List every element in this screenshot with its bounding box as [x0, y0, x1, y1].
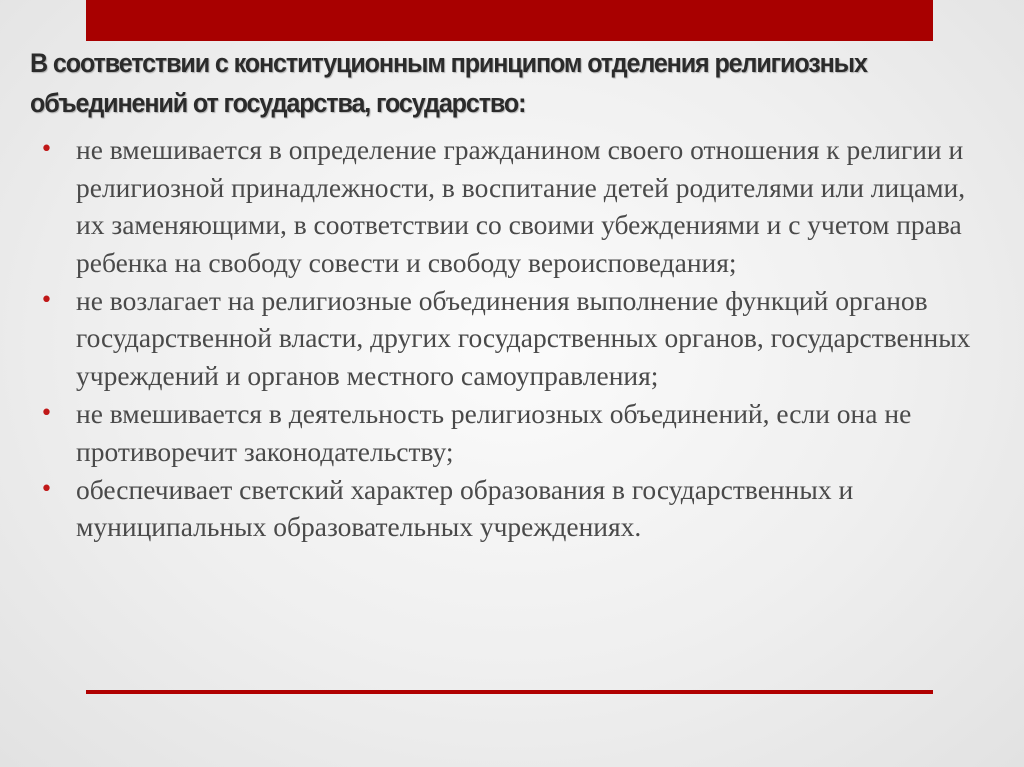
top-accent-bar: [86, 0, 933, 41]
bullet-text: не вмешивается в деятельность религиозных объединений, если она не противоречит законодательству;: [76, 398, 912, 467]
bottom-divider: [86, 690, 933, 694]
bullet-icon: •: [40, 476, 53, 502]
slide-title: В соответствии с конституционным принципом отделения религиозных объединений от государства, государство:: [30, 48, 867, 118]
list-item: [40, 395, 990, 470]
bullet-icon: •: [40, 137, 53, 162]
list-item: [40, 471, 990, 546]
bullet-list: [40, 131, 990, 546]
bullet-icon: •: [40, 287, 53, 313]
list-item: [40, 282, 990, 395]
bullet-text: не возлагает на религиозные объединения выполнение функций органов государственной власти, других государственных органов, государственных учреждений и органов местного самоуправления;: [76, 284, 971, 392]
bullet-text: не вмешивается в определение гражданином своего отношения к религии и религиозной принадлежности, в воспитание детей родителями или лицами, их заменяющими, в соответствии со своими убеждениями и с учетом права ребенка на свободу совести и свободу вероисповедания;: [76, 134, 966, 278]
bullet-icon: •: [40, 401, 53, 427]
list-item: [40, 131, 990, 281]
bullet-text: обеспечивает светский характер образования в государственных и муниципальных образовательных учреждениях.: [76, 473, 854, 543]
